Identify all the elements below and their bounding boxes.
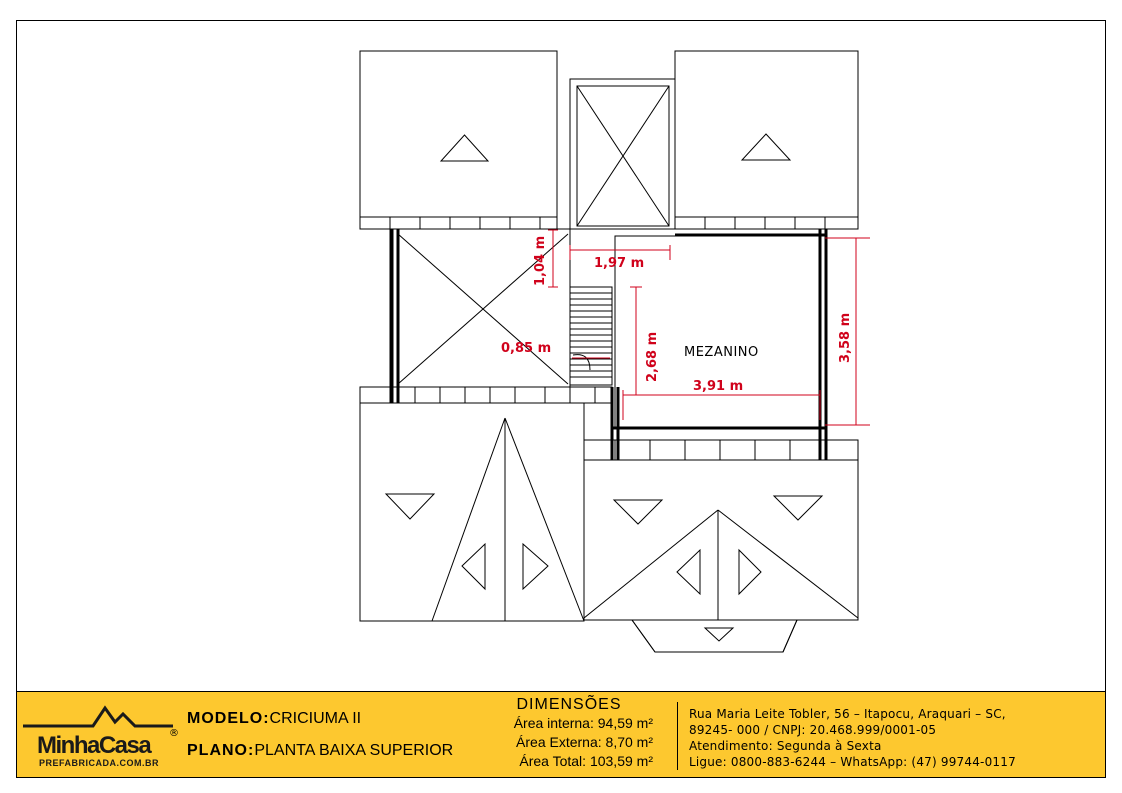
roof-arrow-up-right [742, 134, 790, 160]
stairs [570, 287, 612, 385]
dimensoes-title: DIMENSÕES [516, 696, 622, 713]
logo-registered: ® [169, 728, 179, 739]
area-externa: Área Externa: 8,70 m² [516, 734, 653, 750]
dim-1-97: 1,97 m [594, 256, 645, 271]
area-total: Área Total: 103,59 m² [519, 753, 653, 769]
contact: Ligue: 0800-883-6244 – WhatsApp: (47) 99744-0117 [689, 755, 1016, 769]
divider [677, 702, 678, 770]
room-label-mezanino: MEZANINO [684, 345, 759, 360]
roof-top-left [360, 51, 557, 217]
roof-arrow-down-right [614, 500, 662, 524]
modelo-label: MODELO: [187, 710, 270, 727]
roof-arrow-down-left [386, 494, 434, 519]
roof-arrow-up-left [441, 135, 488, 161]
logo-text: MinhaCasa [37, 732, 151, 759]
address-line-2: 89245- 000 / CNPJ: 20.468.999/0001-05 [689, 723, 937, 737]
dim-1-04: 1,04 m [533, 235, 548, 286]
plano-value: PLANTA BAIXA SUPERIOR [254, 742, 454, 759]
hours: Atendimento: Segunda à Sexta [689, 739, 882, 753]
dim-3-58: 3,58 m [838, 312, 853, 363]
contact-block [689, 706, 1016, 770]
roof-bottom-left [360, 403, 584, 621]
logo-subtitle: PREFABRICADA.COM.BR [39, 758, 160, 768]
modelo-value: CRICIUMA II [269, 710, 362, 727]
company-logo [23, 704, 183, 768]
dim-0-85: 0,85 m [501, 341, 552, 356]
roof-bottom-right [584, 460, 858, 620]
plano-row [187, 742, 453, 760]
plano-label: PLANO: [187, 742, 255, 759]
address-line-1: Rua Maria Leite Tobler, 56 – Itapocu, Araquari – SC, [689, 707, 1006, 721]
dim-2-68: 2,68 m [645, 331, 660, 382]
title-block [17, 691, 1105, 777]
dim-3-91: 3,91 m [693, 379, 744, 394]
modelo-row [187, 710, 361, 728]
logo-roof-icon [23, 704, 173, 734]
dimensions-block [479, 696, 659, 771]
area-interna: Área interna: 94,59 m² [513, 715, 653, 731]
porch [632, 620, 797, 652]
